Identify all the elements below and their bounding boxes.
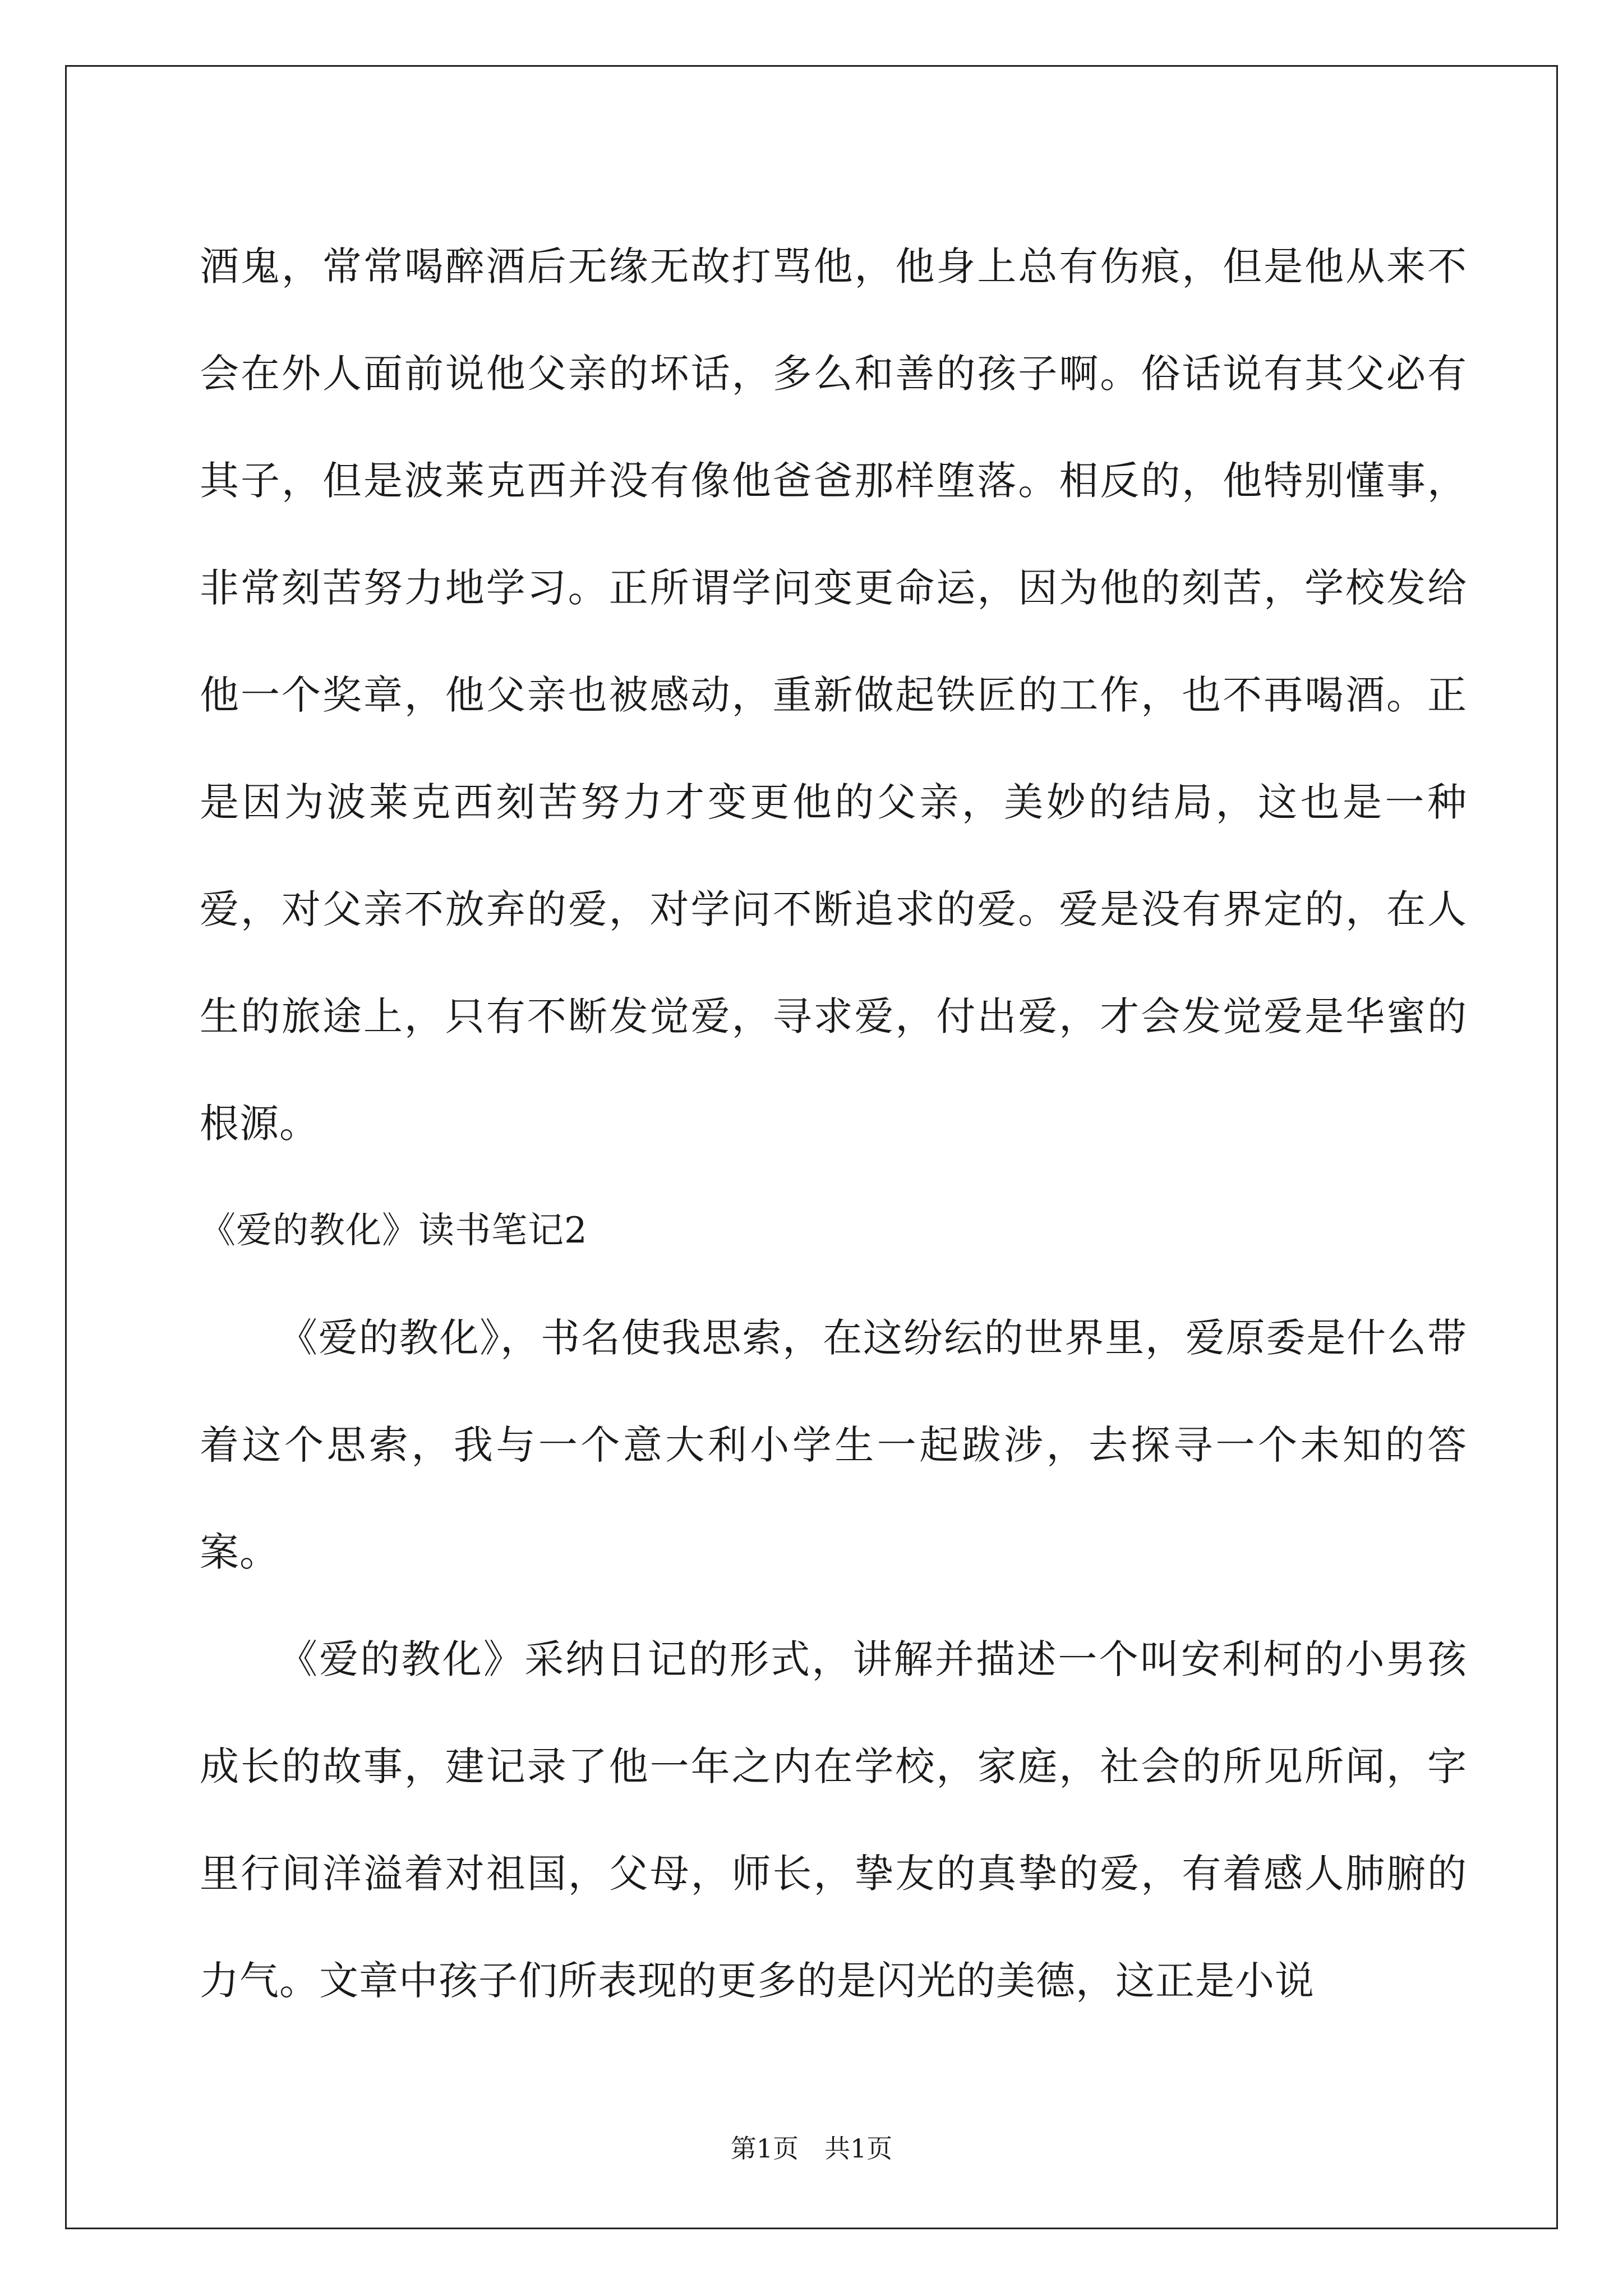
paragraph-body: 《爱的教化》，书名使我思索，在这纷纭的世界里，爱原委是什么带着这个思索，我与一个意大利小学生一起跋涉，去探寻一个未知的答案。	[200, 1315, 1467, 1575]
section-heading: 《爱的教化》读书笔记2	[200, 1210, 588, 1251]
paragraph-body: 《爱的教化》采纳日记的形式，讲解并描述一个叫安利柯的小男孩成长的故事，建记录了他一年之内在学校，家庭，社会的所见所闻，字里行间洋溢着对祖国，父母，师长，挚友的真挚的爱，有着感人肺腑的力气。文章中孩子们所表现的更多的是闪光的美德，这正是小说	[200, 1636, 1467, 2004]
page-number-footer: 第1页 共1页	[730, 2133, 893, 2164]
document-body	[200, 213, 1467, 2035]
paragraph-body: 酒鬼，常常喝醉酒后无缘无故打骂他，他身上总有伤痕，但是他从来不会在外人面前说他父亲的坏话，多么和善的孩子啊。俗话说有其父必有其子，但是波莱克西并没有像他爸爸那样堕落。相反的，他特别懂事，非常刻苦努力地学习。正所谓学问变更命运，因为他的刻苦，学校发给他一个奖章，他父亲也被感动，重新做起铁匠的工作，也不再喝酒。正是因为波莱克西刻苦努力才变更他的父亲，美妙的结局，这也是一种爱，对父亲不放弃的爱，对学问不断追求的爱。爱是没有界定的，在人生的旅途上，只有不断发觉爱，寻求爱，付出爱，才会发觉爱是华蜜的根源。	[200, 243, 1467, 1147]
